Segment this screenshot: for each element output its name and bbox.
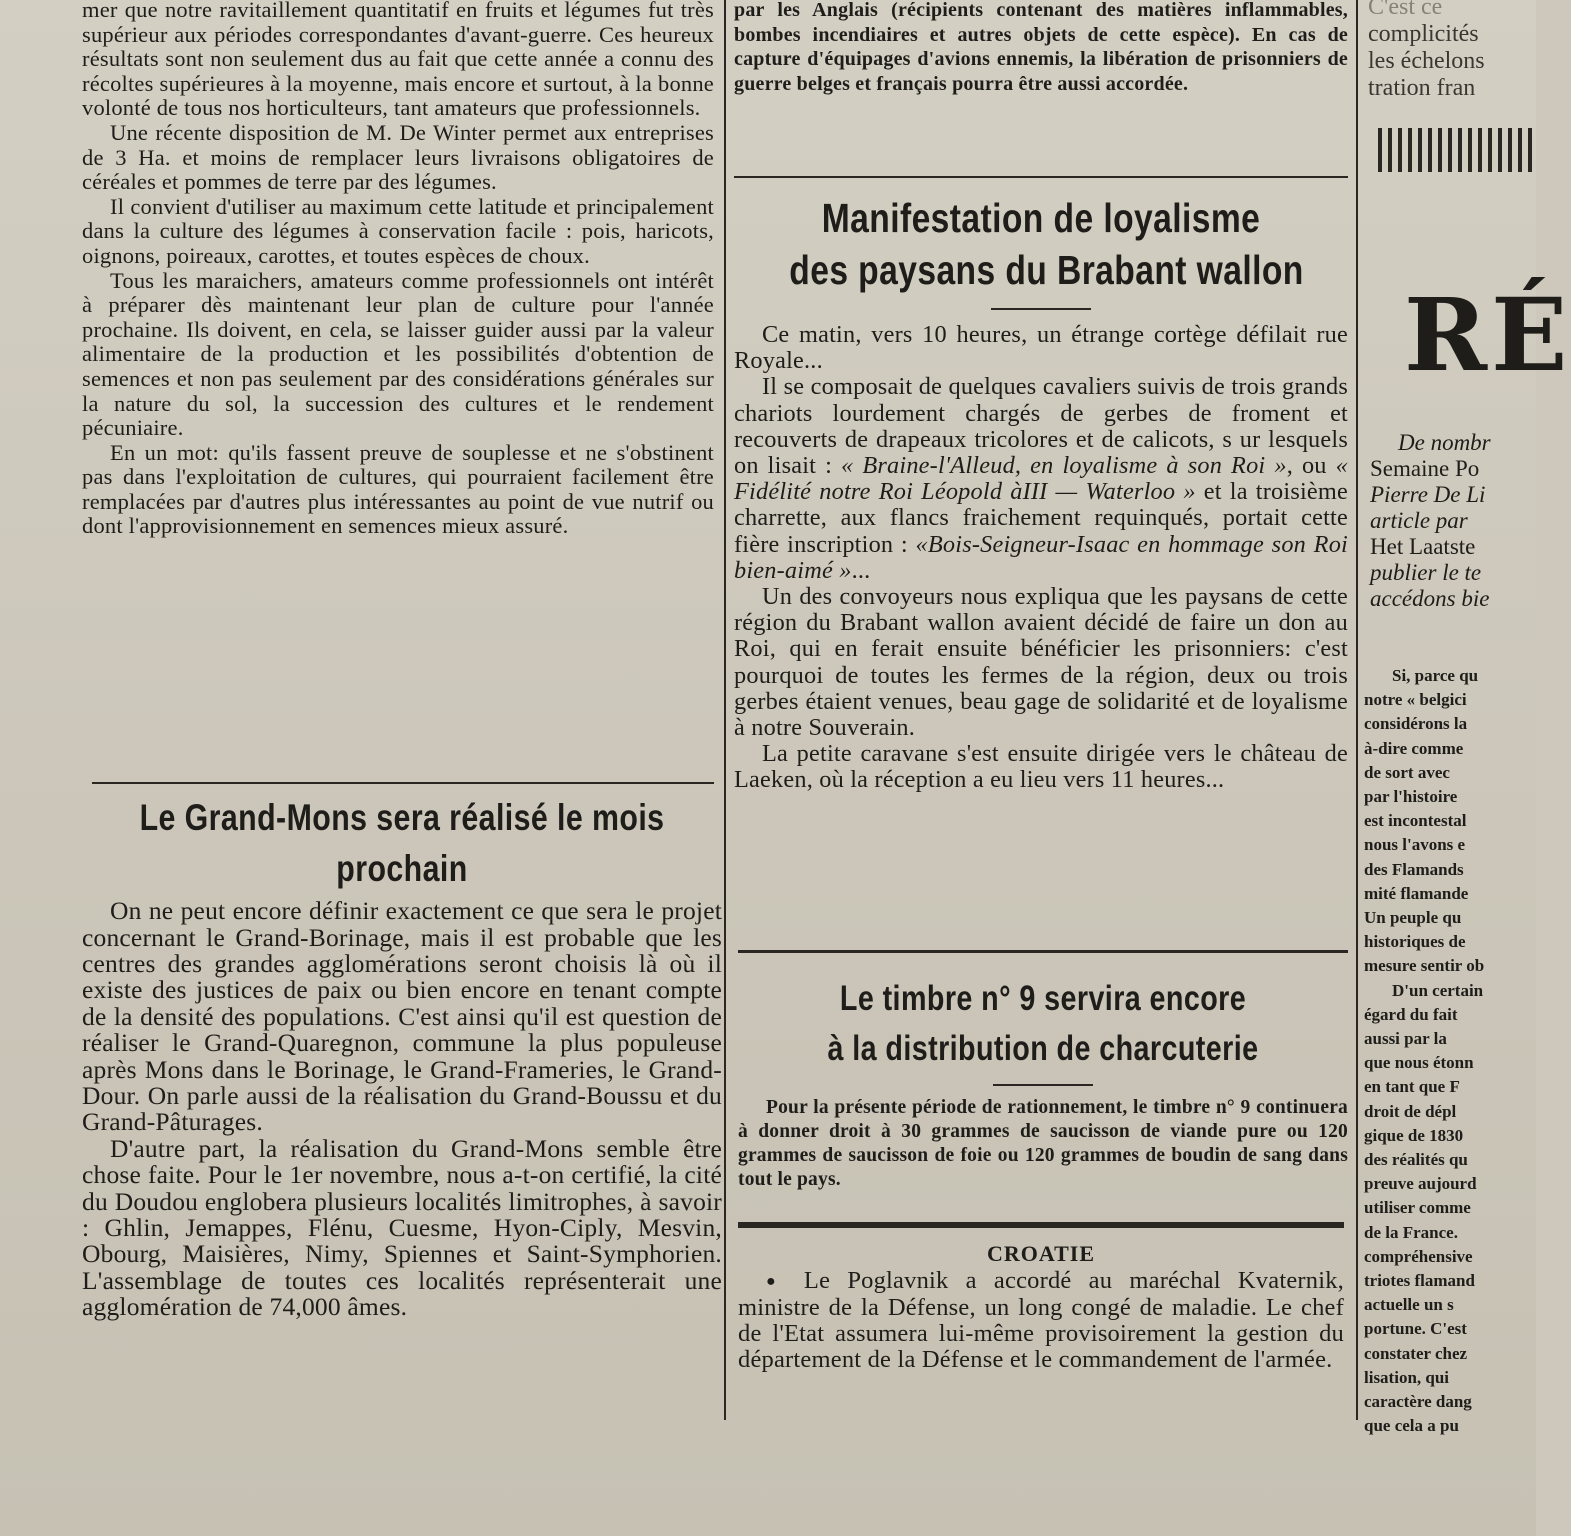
hatched-rule <box>1378 128 1536 172</box>
paragraph: On ne peut encore définir exactement ce que sera le projet concernant le Grand-Borinage, mais il est probable que les centres des grandes agglomérations seront choisis là où il existe des justices de paix ou bien encore en tenant compte de la densité des populations. C'est ainsi qu'il est question de réaliser le Grand-Quaregnon, commune la plus populeuse après Mons dans le Borinage, le Grand-Frameries, le Grand-Dour. On parle aussi de la réalisation du Grand-Boussu et du Grand-Pâturages. <box>82 896 722 1137</box>
text-line: portune. C'est <box>1364 1319 1467 1339</box>
text-line: droit de dépl <box>1364 1101 1457 1121</box>
text-run: , ou <box>1286 452 1336 480</box>
right-column-top <box>1368 0 1536 102</box>
text-line: Semaine Po <box>1370 456 1480 481</box>
bullet-icon: ● <box>766 1273 787 1290</box>
text-line: par l'histoire <box>1364 787 1458 807</box>
text-line: publier le te <box>1370 560 1482 585</box>
paragraph: D'autre part, la réalisation du Grand-Mons semble être chose faite. Pour le 1er novembre, nous a-t-on certifié, la cité du Doudou englobera plusieurs localités limitrophes, à savoir : Ghlin, Jemappes, Flénu, Cuesme, Hyon-Ciply, Mesvin, Obourg, Maisières, Nimy, Spiennes et Saint-Symphorien. L'assemblage de toutes ces localités représenterait une agglomération de 74,000 âmes. <box>82 1133 722 1322</box>
left-column-top <box>82 0 714 539</box>
text-line: De nombr <box>1398 430 1491 455</box>
article-headline <box>140 792 665 894</box>
text-line: accédons bie <box>1370 586 1490 611</box>
article-body <box>738 1268 1344 1373</box>
paragraph: mer que notre ravitaillement quantitatif en fruits et légumes fut très supérieur aux périodes correspondantes d'avant-guerre. Ces heureux résultats sont non seulement dus au fait que cette année a connu des récoltes supérieures à la moyenne, mais encore et surtout, à la bonne volonté de tous nos horticulteurs, tant amateurs que professionnels. <box>82 0 714 121</box>
paragraph: Tous les maraichers, amateurs comme professionnels ont intérêt à préparer dès maintenant leur plan de culture pour l'année prochaine. Ils doivent, en cela, se laisser guider aussi par la valeur alimentaire de la production et les possibilités d'obtention de semences et non pas seulement par des considérations générales sur la nature du sol, la succession des cultures et le rendement pécuniaire. <box>82 267 714 441</box>
text-line: aussi par la <box>1364 1029 1447 1049</box>
text-line: Pierre De Li <box>1370 482 1486 507</box>
text-line: C'est ce <box>1368 0 1443 20</box>
text-line: des Flamands <box>1364 859 1464 879</box>
paragraph: Un des convoyeurs nous expliqua que les paysans de cette région du Brabant wallon avaient décidé de faire un don au Roi, qui en ferait ensuite bénéficier les prisonniers: c'est pourquoi de toutes les fermes de la région, deux ou trois gerbes étaient venues, beau gage de solidarité et de loyalisme à notre Souverain. <box>734 583 1348 742</box>
text-line: lisation, qui <box>1364 1367 1450 1387</box>
paragraph: Pour la présente période de rationnement, le timbre n° 9 continuera à donner droit à 30 grammes de saucisson de viande pure ou 120 grammes de saucisson de foie ou 120 grammes de boudin de sang dans tout le pays. <box>738 1097 1348 1190</box>
text-line: les échelons <box>1368 48 1485 74</box>
italic-quote: « Fidélité notre Roi Léopold àIII — Waterloo » <box>734 452 1348 506</box>
text-line: mité flamande <box>1364 883 1469 903</box>
column-rule <box>738 950 1348 953</box>
headline-rule <box>991 308 1091 310</box>
right-big-headline <box>1404 270 1571 400</box>
column-rule <box>734 176 1348 178</box>
right-body <box>1364 664 1536 1439</box>
headline-line: des paysans du Brabant wallon <box>789 247 1304 293</box>
text-line: Un peuple qu <box>1364 908 1462 928</box>
column-divider <box>724 0 726 1420</box>
paragraph: par les Anglais (récipients contenant des matières inflammables, bombes incendiaires et autres objets de cette espèce). En cas de capture d'équipages d'avions ennemis, la libération de prisonniers de guerre belges et français pourra être aussi accordée. <box>734 0 1348 95</box>
paragraph: En un mot: qu'ils fassent preuve de souplesse et ne s'obstinent pas dans l'exploitation de cultures, qui pourraient facilement être remplacées par d'autres plus intéressantes au point de vue nutrif ou dont l'approvisionnement en semences mieux assuré. <box>82 439 714 539</box>
text-line: actuelle un s <box>1364 1295 1454 1315</box>
article-loyalisme <box>734 192 1348 794</box>
text-line: considérons la <box>1364 714 1468 734</box>
text-line: complicités <box>1368 21 1479 47</box>
text-line: notre « belgici <box>1364 690 1467 710</box>
paragraph: Ce matin, vers 10 heures, un étrange cortège défilait rue Royale... <box>734 321 1348 375</box>
croatie-brief <box>738 1240 1344 1373</box>
text-line: est incontestal <box>1364 811 1467 831</box>
text-line: D'un certain <box>1392 980 1484 1000</box>
article-headline <box>793 974 1293 1074</box>
big-headline: RÉ <box>1404 276 1571 394</box>
headline-line: Le timbre n° 9 servira encore <box>839 979 1247 1018</box>
middle-column-top <box>734 0 1348 96</box>
column-rule <box>92 782 714 784</box>
text-line: tration fran <box>1368 75 1476 101</box>
text-line: de sort avec <box>1364 762 1450 782</box>
text-run: Il se composait de quelques cavaliers suivis de trois grands chariots lourdement chargés de gerbes de froment et recouverts de drapeaux tricolores et de calicots, s ur lesquels on lisait : <box>734 373 1348 480</box>
headline-line: Le Grand-Mons sera réalisé le mois <box>139 797 665 838</box>
text-line: constater chez <box>1364 1343 1468 1363</box>
text-line: preuve aujourd <box>1364 1174 1477 1194</box>
article-body <box>734 322 1348 794</box>
article-body <box>738 1096 1348 1192</box>
text-line: compréhensive <box>1364 1246 1473 1266</box>
right-intro <box>1370 430 1536 612</box>
text-line: des réalités qu <box>1364 1150 1468 1170</box>
paragraph: Il convient d'utiliser au maximum cette latitude et principalement dans la culture des légumes à conservation facile : pois, haricots, oignons, poireaux, carottes, et toutes espèces de choux. <box>82 193 714 268</box>
article-grand-mons <box>82 792 722 1321</box>
headline-rule <box>993 1084 1093 1086</box>
text-line: à-dire comme <box>1364 738 1464 758</box>
text-run: et la troisième charrette, aux flancs fraichement requinqués, portait cette fière inscription : <box>734 478 1349 558</box>
paragraph <box>738 1268 1344 1373</box>
text-line: que cela a pu <box>1364 1416 1459 1436</box>
text-run: Le Poglavnik a accordé au maréchal Kvaternik, ministre de la Défense, un long congé de maladie. Le chef de l'Etat assumera lui-même provisoirement la gestion du département de la Défense et le commandement de l'armée. <box>738 1267 1344 1373</box>
paragraph: La petite caravane s'est ensuite dirigée vers le château de Laeken, où la réception a eu lieu vers 11 heures... <box>734 740 1348 794</box>
italic-quote: «Bois-Seigneur-Isaac en hommage son Roi bien-aimé » <box>734 530 1348 584</box>
italic-quote: « Braine-l'Alleud, en loyalisme à son Roi » <box>841 452 1287 480</box>
text-line: utiliser comme <box>1364 1198 1471 1218</box>
article-headline <box>789 192 1304 296</box>
text-line: Het Laatste <box>1370 534 1476 559</box>
section-heading: CROATIE <box>986 1241 1096 1266</box>
article-body <box>82 898 722 1321</box>
text-run: ... <box>851 556 871 584</box>
text-line: article par <box>1370 508 1468 533</box>
text-line: caractère dang <box>1364 1392 1472 1412</box>
text-line: que nous étonn <box>1364 1053 1474 1073</box>
paragraph: Une récente disposition de M. De Winter permet aux entreprises de 3 Ha. et moins de remplacer leurs livraisons obligatoires de céréales et pommes de terre par des légumes. <box>82 119 714 195</box>
text-line: égard du fait <box>1364 1004 1458 1024</box>
text-line: triotes flamand <box>1364 1271 1475 1291</box>
article-timbre <box>738 974 1348 1192</box>
column-divider <box>1356 0 1358 1420</box>
column-rule <box>738 1222 1344 1228</box>
headline-line: à la distribution de charcuterie <box>827 1029 1259 1068</box>
text-line: nous l'avons e <box>1364 835 1466 855</box>
paragraph <box>734 374 1348 584</box>
headline-line: Manifestation de loyalisme <box>821 195 1261 241</box>
text-line: en tant que F <box>1364 1077 1460 1097</box>
text-line: historiques de <box>1364 932 1466 952</box>
text-line: gique de 1830 <box>1364 1125 1464 1145</box>
text-line: mesure sentir ob <box>1364 956 1485 976</box>
text-line: Si, parce qu <box>1392 666 1479 685</box>
headline-line: prochain <box>336 848 468 890</box>
text-line: de la France. <box>1364 1222 1458 1242</box>
